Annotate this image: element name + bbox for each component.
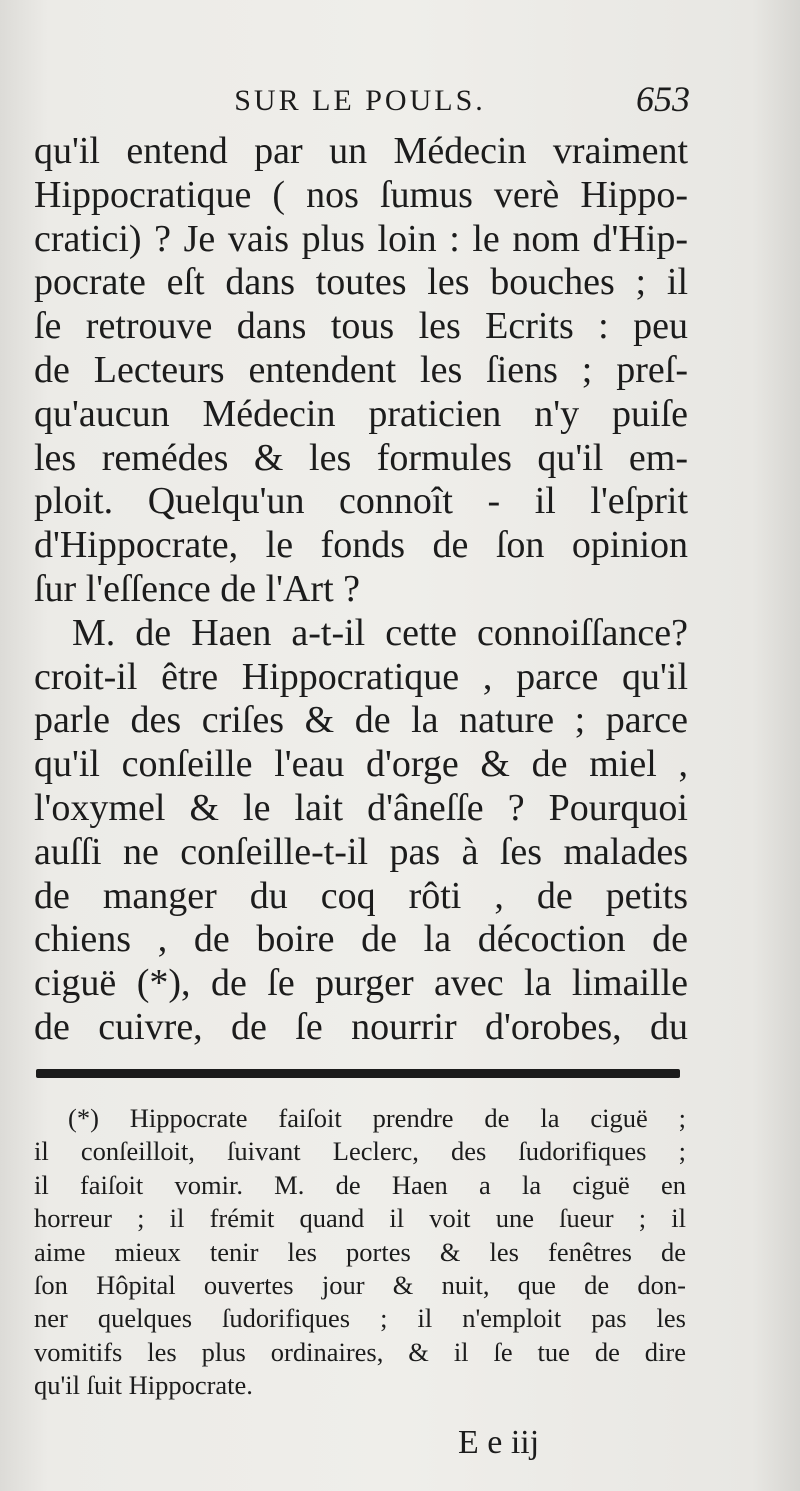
body-line: ſe retrouve dans tous les Ecrits : peu (34, 305, 688, 348)
body-line: de manger du coq rôti , de petits (34, 874, 688, 917)
body-line: de Lecteurs entendent les ſiens ; preſ- (34, 348, 688, 391)
body-line: auſſi ne conſeille-t-il pas à ſes malades (34, 830, 688, 873)
footnote-line: (*) Hippocrate faiſoit prendre de la ciguë ; (68, 1103, 686, 1133)
footnote-line: ner quelques ſudorifiques ; il n'emploit pas les (34, 1303, 686, 1334)
page-number: 653 (636, 79, 690, 119)
body-line: croit-il être Hippocratique , parce qu'il (34, 655, 688, 698)
footnote-line: qu'il ſuit Hippocrate. (34, 1370, 253, 1401)
body-line: M. de Haen a-t-il cette connoiſſance? (72, 611, 688, 654)
footnote-line: vomitifs les plus ordinaires, & il ſe tue de dire (34, 1336, 686, 1367)
footnote-line: horreur ; il frémit quand il voit une ſueur ; il (34, 1203, 686, 1234)
body-line: qu'aucun Médecin praticien n'y puiſe (34, 392, 688, 435)
body-line: qu'il conſeille l'eau d'orge & de miel , (34, 743, 688, 786)
body-line: ciguë (*), de ſe purger avec la limaille (34, 962, 688, 1005)
body-line: Hippocratique ( nos ſumus verè Hippo- (34, 173, 688, 216)
body-text (34, 130, 688, 1050)
footnote (34, 1102, 686, 1403)
body-line: cratici) ? Je vais plus loin : le nom d'Hip- (34, 217, 688, 260)
body-line: pocrate eſt dans toutes les bouches ; il (34, 261, 688, 304)
footnote-line: aime mieux tenir les portes & les fenêtres de (34, 1236, 686, 1267)
body-line: d'Hippocrate, le fonds de ſon opinion (34, 524, 688, 567)
body-line: ploit. Quelqu'un connoît - il l'eſprit (34, 480, 688, 523)
footnote-line: ſon Hôpital ouvertes jour & nuit, que de don- (34, 1270, 686, 1301)
signature-mark: E e iij (458, 1424, 540, 1461)
footnote-rule (36, 1069, 680, 1078)
running-head-title: SUR LE POULS. (234, 84, 486, 117)
body-line: l'oxymel & le lait d'âneſſe ? Pourquoi (34, 786, 688, 829)
body-line: de cuivre, de ſe nourrir d'orobes, du (34, 1005, 688, 1048)
footnote-line: il faiſoit vomir. M. de Haen a la ciguë en (34, 1169, 686, 1200)
footnote-line: il conſeilloit, ſuivant Leclerc, des ſudorifiques ; (34, 1136, 686, 1167)
body-line: ſur l'eſſence de l'Art ? (34, 567, 360, 610)
body-line: qu'il entend par un Médecin vraiment (34, 130, 688, 172)
body-line: les remédes & les formules qu'il em- (34, 436, 688, 479)
running-head (30, 78, 690, 128)
body-line: parle des criſes & de la nature ; parce (34, 699, 688, 742)
body-line: chiens , de boire de la décoction de (34, 918, 688, 961)
